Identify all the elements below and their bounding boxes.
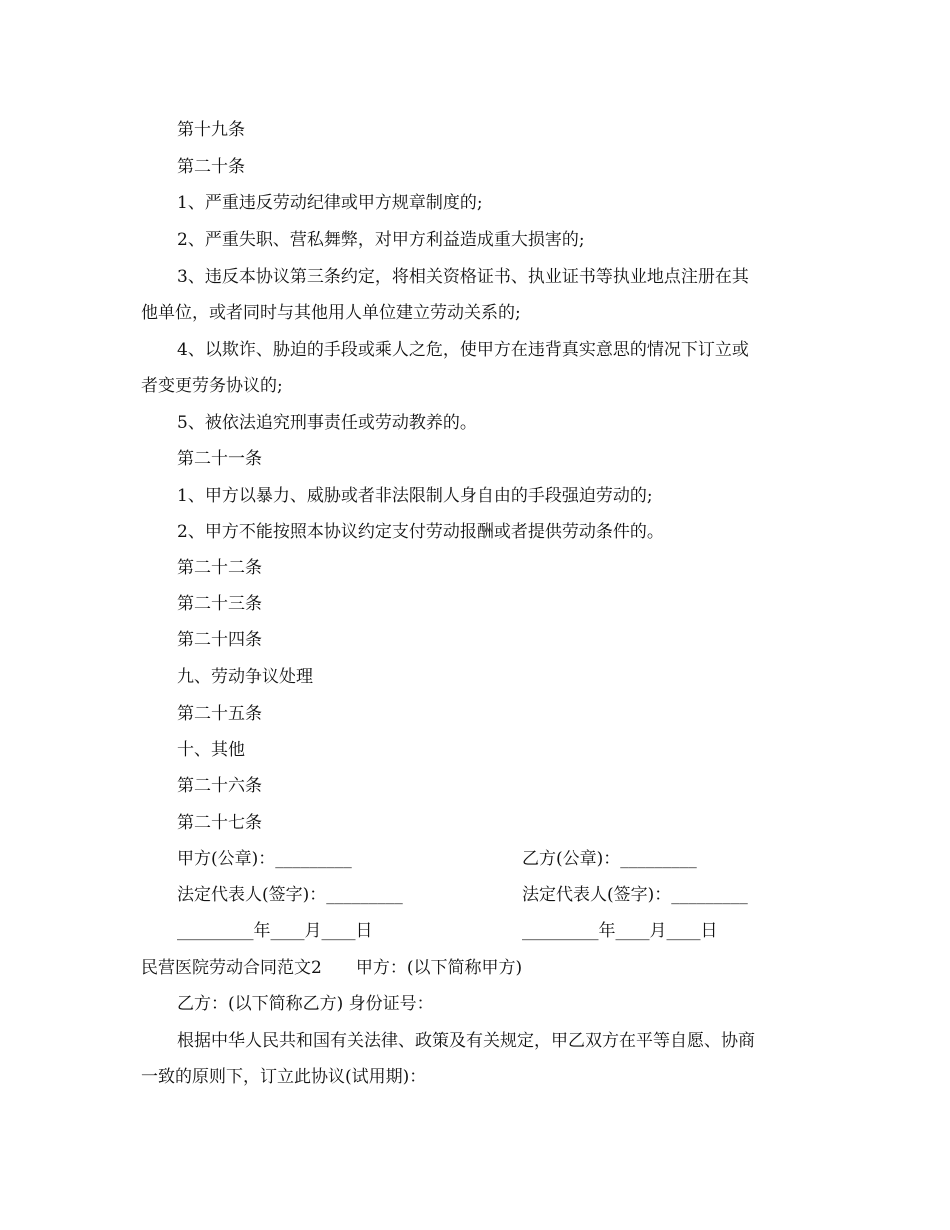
party-b-representative-field: 法定代表人(签字)：_________ <box>522 885 748 905</box>
clause-continuation: 他单位，或者同时与其他用人单位建立劳动关系的; <box>141 303 521 323</box>
intro-paragraph-continuation: 一致的原则下，订立此协议(试用期)： <box>141 1067 427 1087</box>
section-heading: 九、劳动争议处理 <box>177 667 313 687</box>
article-heading: 第二十六条 <box>177 776 262 796</box>
party-a-seal-field: 甲方(公章)：_________ <box>177 849 352 869</box>
article-heading: 第二十七条 <box>177 813 262 833</box>
clause-continuation: 者变更劳务协议的; <box>141 376 283 396</box>
clause-item: 4、以欺诈、胁迫的手段或乘人之危，使甲方在违背真实意思的情况下订立或 <box>177 340 749 360</box>
article-heading: 第二十条 <box>177 157 245 177</box>
clause-item: 1、严重违反劳动纪律或甲方规章制度的; <box>177 193 483 213</box>
clause-item: 2、严重失职、营私舞弊，对甲方利益造成重大损害的; <box>177 230 585 250</box>
party-b-seal-field: 乙方(公章)：_________ <box>522 849 697 869</box>
clause-item: 2、甲方不能按照本协议约定支付劳动报酬或者提供劳动条件的。 <box>177 522 664 542</box>
section-heading: 十、其他 <box>177 740 245 760</box>
article-heading: 第二十四条 <box>177 630 262 650</box>
article-heading: 第二十一条 <box>177 449 262 469</box>
article-heading: 第十九条 <box>177 120 245 140</box>
article-heading: 第二十五条 <box>177 704 262 724</box>
clause-item: 3、违反本协议第三条约定，将相关资格证书、执业证书等执业地点注册在其 <box>177 267 749 287</box>
clause-item: 5、被依法追究刑事责任或劳动教养的。 <box>177 413 477 433</box>
party-a-date-field: _________年____月____日 <box>177 921 373 941</box>
clause-item: 1、甲方以暴力、威胁或者非法限制人身自由的手段强迫劳动的; <box>177 486 653 506</box>
intro-paragraph: 根据中华人民共和国有关法律、政策及有关规定，甲乙双方在平等自愿、协商 <box>177 1031 755 1051</box>
party-b-line: 乙方：(以下简称乙方) 身份证号： <box>177 994 434 1014</box>
article-heading: 第二十三条 <box>177 594 262 614</box>
article-heading: 第二十二条 <box>177 558 262 578</box>
party-a-representative-field: 法定代表人(签字)：_________ <box>177 885 403 905</box>
contract-title-line: 民营医院劳动合同范文2 甲方：(以下简称甲方) <box>141 958 523 978</box>
party-b-date-field: _________年____月____日 <box>522 921 718 941</box>
